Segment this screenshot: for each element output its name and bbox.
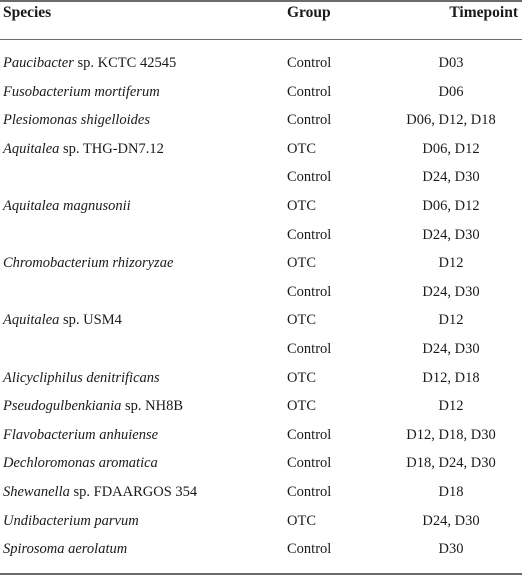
timepoint-cell: D12, D18 <box>422 370 480 386</box>
species-strain: sp. FDAARGOS 354 <box>69 484 198 500</box>
species-name: Spirosoma aerolatum <box>3 541 128 557</box>
timepoint-cell: D24, D30 <box>422 341 480 357</box>
group-cell: Control <box>287 84 332 100</box>
timepoint-cell: D12 <box>438 255 464 271</box>
species-cell <box>3 511 139 531</box>
species-cell <box>3 482 197 502</box>
bottom-rule <box>0 573 522 575</box>
species-cell <box>3 539 127 559</box>
species-name: Plesiomonas shigelloides <box>3 112 151 128</box>
group-cell: OTC <box>287 198 316 214</box>
species-cell <box>3 110 150 130</box>
timepoint-cell: D06, D12 <box>422 198 480 214</box>
species-cell <box>3 253 173 273</box>
timepoint-cell: D18, D24, D30 <box>406 455 496 471</box>
timepoint-cell: D06 <box>438 84 464 100</box>
timepoint-cell: D24, D30 <box>422 169 480 185</box>
timepoint-cell: D24, D30 <box>422 513 480 529</box>
species-name: Flavobacterium anhuiense <box>3 427 159 443</box>
group-cell: Control <box>287 427 332 443</box>
header-species: Species <box>3 4 52 21</box>
group-cell: OTC <box>287 513 316 529</box>
species-cell <box>3 396 183 416</box>
species-cell <box>3 310 122 330</box>
species-name: Alicycliphilus denitrificans <box>3 370 160 386</box>
timepoint-cell: D06, D12 <box>422 141 480 157</box>
timepoint-cell: D30 <box>438 541 464 557</box>
group-cell: Control <box>287 55 332 71</box>
species-name: Fusobacterium mortiferum <box>3 84 160 100</box>
timepoint-cell: D24, D30 <box>422 284 480 300</box>
group-cell: Control <box>287 169 332 185</box>
group-cell: OTC <box>287 398 316 414</box>
timepoint-cell: D03 <box>438 55 464 71</box>
group-cell: OTC <box>287 312 316 328</box>
group-cell: Control <box>287 284 332 300</box>
species-cell <box>3 53 176 73</box>
species-name: Aquitalea magnusonii <box>3 198 131 214</box>
group-cell: Control <box>287 112 332 128</box>
species-name: Chromobacterium rhizoryzae <box>3 255 174 271</box>
header-rule <box>0 39 522 40</box>
timepoint-cell: D12 <box>438 312 464 328</box>
species-cell <box>3 139 164 159</box>
group-cell: Control <box>287 541 332 557</box>
timepoint-cell: D06, D12, D18 <box>406 112 496 128</box>
timepoint-cell: D24, D30 <box>422 227 480 243</box>
species-strain: sp. THG-DN7.12 <box>59 141 164 157</box>
species-name: Undibacterium parvum <box>3 513 139 529</box>
species-name: Dechloromonas aromatica <box>3 455 158 471</box>
species-cell <box>3 196 131 216</box>
species-name: Paucibacter <box>3 55 74 71</box>
group-cell: OTC <box>287 141 316 157</box>
species-cell <box>3 453 158 473</box>
timepoint-cell: D18 <box>438 484 464 500</box>
timepoint-cell: D12, D18, D30 <box>406 427 496 443</box>
species-strain: sp. USM4 <box>59 312 122 328</box>
species-cell <box>3 425 158 445</box>
species-name: Aquitalea <box>3 141 60 157</box>
group-cell: Control <box>287 484 332 500</box>
species-name: Aquitalea <box>3 312 60 328</box>
group-cell: Control <box>287 227 332 243</box>
species-name: Pseudogulbenkiania <box>3 398 122 414</box>
species-name: Shewanella <box>3 484 70 500</box>
group-cell: Control <box>287 341 332 357</box>
group-cell: Control <box>287 455 332 471</box>
header-group: Group <box>287 4 331 21</box>
header-timepoint: Timepoint <box>449 4 518 21</box>
timepoint-cell: D12 <box>438 398 464 414</box>
top-rule <box>0 0 522 2</box>
group-cell: OTC <box>287 255 316 271</box>
species-strain: sp. NH8B <box>121 398 184 414</box>
species-strain: sp. KCTC 42545 <box>73 55 177 71</box>
species-cell <box>3 82 160 102</box>
species-cell <box>3 368 160 388</box>
group-cell: OTC <box>287 370 316 386</box>
